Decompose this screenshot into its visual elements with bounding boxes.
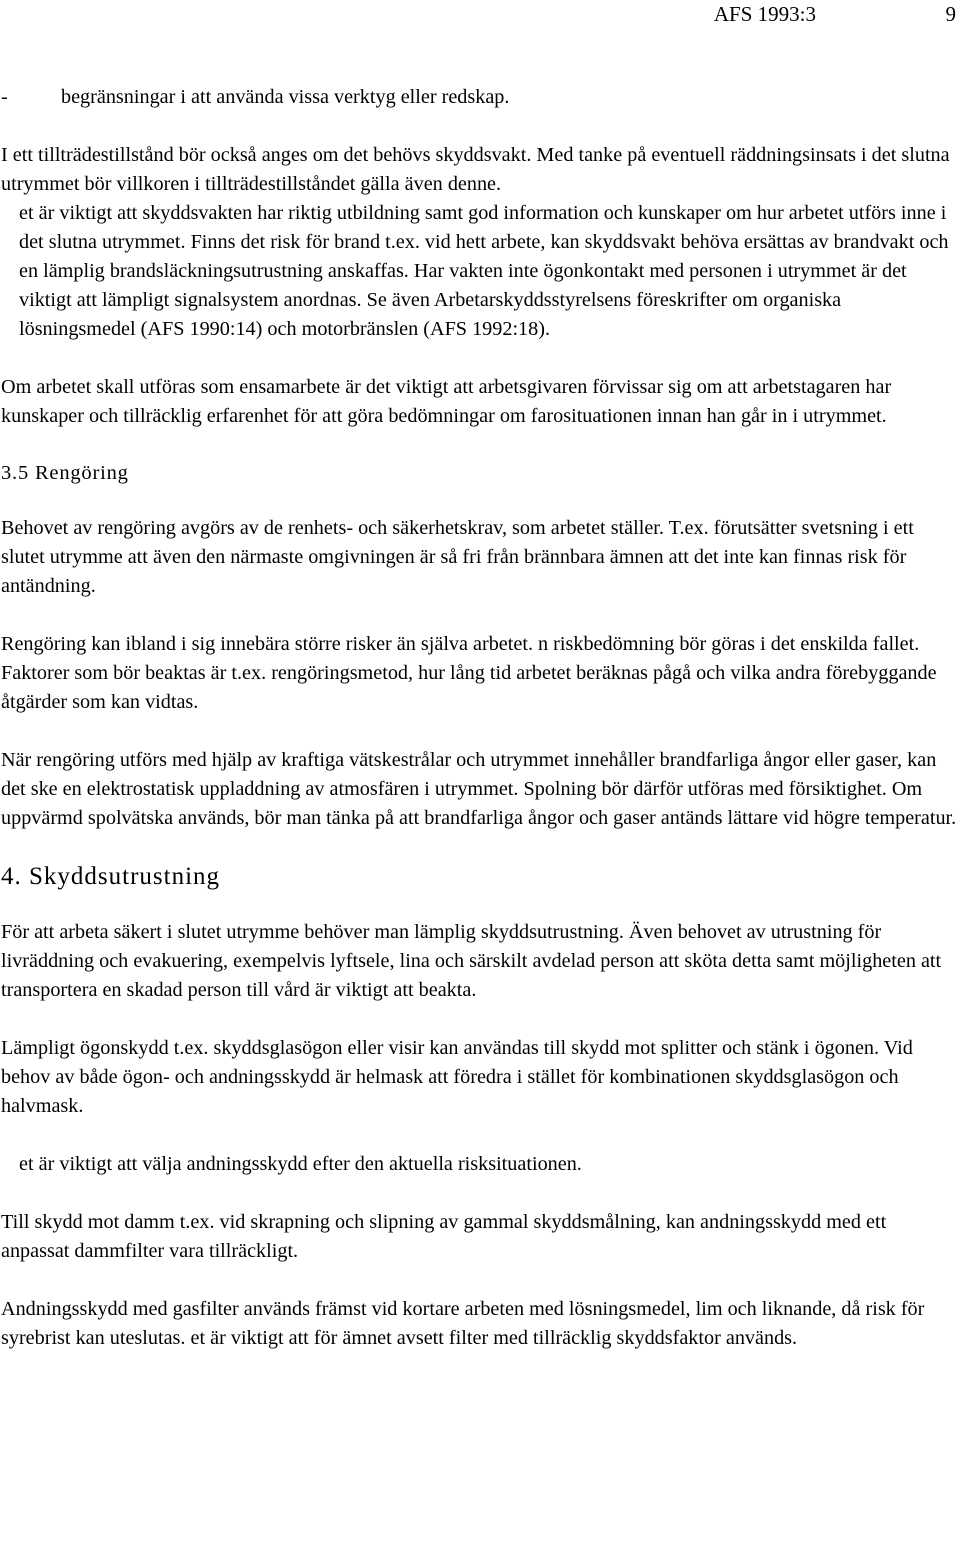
section-heading-3-5: 3.5 Rengöring [1, 462, 129, 484]
page-header [0, 2, 960, 28]
document-reference: AFS 1993:3 [713, 2, 816, 26]
paragraph-cleaning-risk: Rengöring kan ibland i sig innebära större risker än själva arbetet. n riskbedömning bör göras i det enskilda fallet. Faktorer som bör beaktas är t.ex. rengöringsmetod, hur lång tid arbetet beräknas pågå och vilka andra förebyggande åtgärder som kan vidtas. [1, 633, 937, 713]
paragraph-protective-equipment: För att arbeta säkert i slutet utrymme behöver man lämplig skyddsutrustning. Även behovet av utrustning för livräddning och evakuering, exempelvis lyftsele, lina och särskilt avdelad person att sköta detta samt möjligheten att transportera en skadad person till vård är viktigt att beakta. [1, 921, 942, 1001]
bullet-text: begränsningar i att använda vissa verktyg eller redskap. [61, 86, 510, 108]
paragraph-dust-filter: Till skydd mot damm t.ex. vid skrapning och slipning av gammal skyddsmålning, kan andningsskydd med ett anpassat dammfilter vara tillräckligt. [1, 1211, 887, 1262]
paragraph-eye-protection: Lämpligt ögonskydd t.ex. skyddsglasögon eller visir kan användas till skydd mot splitter och stänk i ögonen. Vid behov av både ögon- och andningsskydd är helmask att föredra i stället för kombinationen skyddsglasögon och halvmask. [1, 1037, 913, 1117]
bullet-dash: - [1, 86, 8, 108]
paragraph-cleaning-need: Behovet av rengöring avgörs av de renhets- och säkerhetskrav, som arbetet ställer. T.ex. förutsätter svetsning i ett slutet utrymme att även den närmaste omgivningen är så fri från brännbara ämnen att det inte kan finnas risk för antändning. [1, 517, 914, 597]
paragraph-respirator-choice: et är viktigt att välja andningsskydd efter den aktuella risksituationen. [19, 1153, 582, 1175]
document-body [1, 83, 958, 1353]
paragraph-gas-filter: Andningsskydd med gasfilter används främst vid kortare arbeten med lösningsmedel, lim och liknande, då risk för syrebrist kan uteslutas. et är viktigt att för ämnet avsett filter med tillräcklig skyddsfaktor används. [1, 1298, 925, 1349]
page-number: 9 [945, 2, 956, 26]
bullet-item [1, 83, 958, 112]
section-heading-4: 4. Skyddsutrustning [1, 863, 221, 890]
paragraph-flushing: När rengöring utförs med hjälp av kraftiga vätskestrålar och utrymmet innehåller brandfarliga ångor eller gaser, kan det ske en elektrostatisk uppladdning av atmosfären i utrymmet. Spolning bör därför utföras med försiktighet. Om uppvärmd spolvätska används, bör man tänka på att brandfarliga ångor och gaser antänds lättare vid högre temperatur. [1, 749, 957, 829]
paragraph-guard-training: et är viktigt att skyddsvakten har riktig utbildning samt god information och kunskaper om hur arbetet utförs inne i det slutna utrymmet. Finns det risk för brand t.ex. vid hett arbete, kan skyddsvakt behöva ersättas av brandvakt och en lämplig brandsläckningsutrustning anskaffas. Har vakten inte ögonkontakt med personen i utrymmet är det viktigt att lämpligt signalsystem anordnas. Se även Arbetarskyddsstyrelsens föreskrifter om organiska lösningsmedel (AFS 1990:14) och motorbränslen (AFS 1992:18). [19, 202, 949, 340]
paragraph-safety-guard: I ett tillträdestillstånd bör också anges om det behövs skyddsvakt. Med tanke på eventuell räddningsinsats i det slutna utrymmet bör villkoren i tillträdestillståndet gälla även denne. [1, 144, 950, 195]
paragraph-lone-work: Om arbetet skall utföras som ensamarbete är det viktigt att arbetsgivaren förvissar sig om att arbetstagaren har kunskaper och tillräcklig erfarenhet för att göra bedömningar om farosituationen innan han går in i utrymmet. [1, 376, 892, 427]
